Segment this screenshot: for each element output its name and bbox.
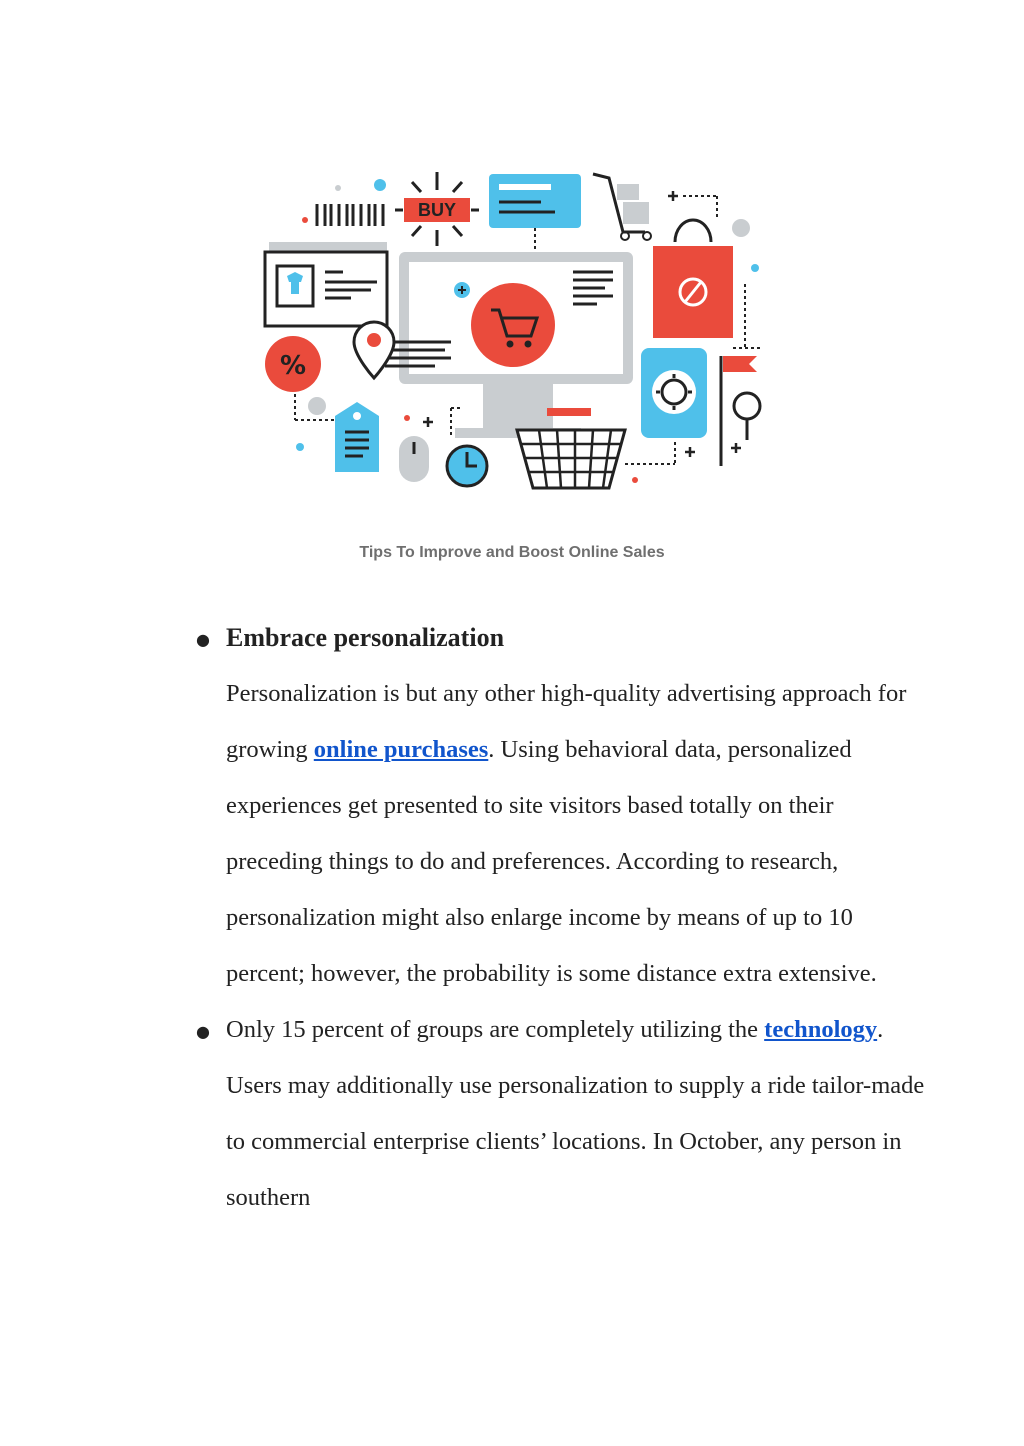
clock-icon xyxy=(447,446,487,486)
online-shopping-illustration xyxy=(255,160,775,500)
computer-mouse-icon xyxy=(399,415,433,482)
list-item xyxy=(196,1002,926,1226)
plus-circle-icon xyxy=(454,282,470,298)
buy-sign-icon xyxy=(395,172,479,246)
bullet-icon: ● xyxy=(196,1022,210,1041)
magnifier-icon xyxy=(731,393,760,453)
bullet-icon: ● xyxy=(196,630,210,649)
paragraph-text: . Using behavioral data, personalized experiences get presented to site visitors based totally on their preceding things to do and preferences. According to research, personalization might also enlarge income by means of up to 10 percent; however, the probability is some distance extra extensive. xyxy=(226,736,877,987)
product-card-icon xyxy=(265,242,387,326)
paragraph-text: Personalization is but any other high-quality advertising approach for growing xyxy=(226,680,907,763)
percent-discount-icon xyxy=(265,336,321,392)
shopping-bag-icon xyxy=(653,220,733,338)
buy-label: BUY xyxy=(417,200,457,220)
image-caption: Tips To Improve and Boost Online Sales xyxy=(359,544,665,561)
flag-icon xyxy=(721,356,757,466)
list-item xyxy=(196,610,926,1002)
hand-trolley-icon xyxy=(593,174,651,240)
technology-link[interactable]: technology xyxy=(764,1016,878,1043)
barcode-icon xyxy=(317,204,383,226)
percent-label: % xyxy=(279,351,307,381)
section-paragraph xyxy=(226,666,926,1002)
paragraph-text: Only 15 percent of groups are completely utilizing the xyxy=(226,1016,765,1043)
settings-phone-icon xyxy=(641,348,707,438)
online-purchases-link[interactable]: online purchases xyxy=(313,736,489,763)
location-pin-icon xyxy=(354,322,394,378)
shopping-cart-icon xyxy=(471,283,555,367)
article-body xyxy=(196,610,926,1226)
section-heading: Embrace personalization xyxy=(226,623,505,652)
section-paragraph xyxy=(226,1002,926,1226)
credit-card-icon xyxy=(489,174,581,252)
price-tag-icon xyxy=(335,402,379,472)
paragraph-text: . Users may additionally use personalization to supply a ride tailor-made to commercial enterprise clients’ locations. In October, any person in southern xyxy=(226,1016,925,1211)
